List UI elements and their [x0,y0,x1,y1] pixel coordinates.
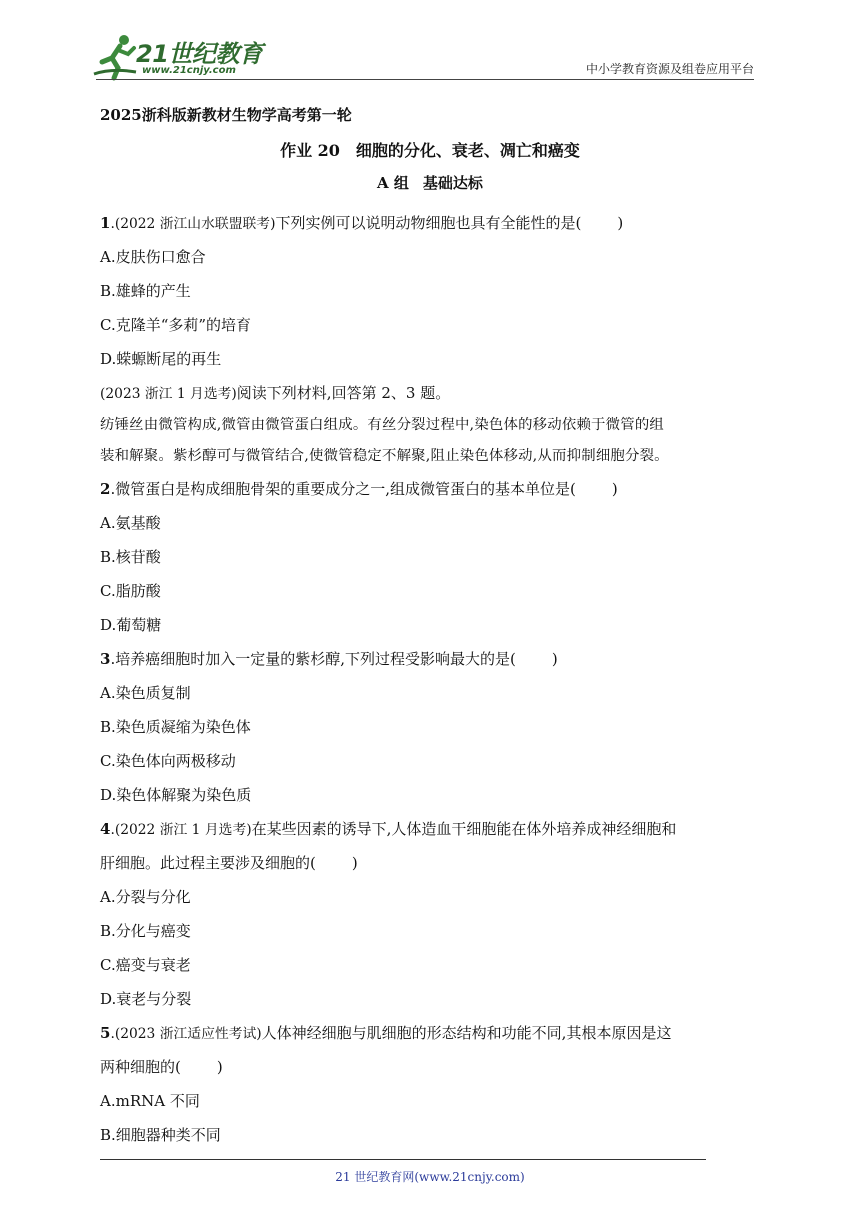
option-b: B.雄蜂的产生 [100,282,191,300]
question-source: .(2023 浙江适应性考试) [110,1026,262,1042]
question-source: .(2022 浙江山水联盟联考) [110,216,276,232]
question-1-stem: 1.(2022 浙江山水联盟联考)下列实例可以说明动物细胞也具有全能性的是( ) [100,214,624,232]
option-c: C.癌变与衰老 [100,956,191,974]
question-5-stem-cont: 两种细胞的( ) [100,1058,223,1076]
group-label: A 组 [377,174,409,192]
option-d: D.蝾螈断尾的再生 [100,350,222,368]
question-5-stem [100,1016,764,1050]
question-3-stem: 3.培养癌细胞时加入一定量的紫杉醇,下列过程受影响最大的是( ) [100,650,558,668]
platform-name: 中小学教育资源及组卷应用平台 [585,62,754,76]
logo-text: 21世纪教育 [136,40,263,68]
question-number: 4 [100,820,111,838]
homework-topic: 细胞的分化、衰老、凋亡和癌变 [355,141,580,160]
option-c: C.克隆羊“多莉”的培育 [100,316,252,334]
footer-divider [100,1159,706,1160]
group-heading [0,172,860,193]
series-title: 2025浙科版新教材生物学高考第一轮 [100,106,352,124]
header-divider [96,79,754,80]
homework-number: 作业 20 [280,141,340,160]
question-number: 3 [100,650,111,668]
question-number: 5 [100,1024,111,1042]
option-b: B.染色质凝缩为染色体 [100,718,251,736]
option-a: A.染色质复制 [100,684,191,702]
question-number: 2 [100,480,111,498]
question-text: 两种细胞的( [100,1058,181,1076]
option-c: C.脂肪酸 [100,582,161,600]
question-number: 1 [100,214,111,232]
option-b: B.核苷酸 [100,548,161,566]
option-d: D.衰老与分裂 [100,990,192,1008]
question-source: .(2022 浙江 1 月选考) [110,822,252,838]
logo-url: www.21cnjy.com [142,65,236,76]
footer-link[interactable]: 21 世纪教育网(www.21cnjy.com) [335,1170,525,1184]
page-header [0,0,860,90]
option-d: D.葡萄糖 [100,616,162,634]
question-text: 肝细胞。此过程主要涉及细胞的( [100,854,316,872]
question-list [100,206,764,1152]
homework-title [0,138,860,161]
question-4-stem-cont: 肝细胞。此过程主要涉及细胞的( ) [100,854,358,872]
option-b: B.分化与癌变 [100,922,191,940]
question-text: 人体神经细胞与肌细胞的形态结构和功能不同,其根本原因是这 [261,1024,672,1042]
option-b: B.细胞器种类不同 [100,1126,221,1144]
option-a: A.分裂与分化 [100,888,191,906]
question-2-stem: 2.微管蛋白是构成细胞骨架的重要成分之一,组成微管蛋白的基本单位是( ) [100,480,618,498]
option-a: A.皮肤伤口愈合 [100,248,206,266]
option-a: A.氨基酸 [100,514,161,532]
runner-logo-icon [92,32,142,82]
passage-line: 装和解聚。紫杉醇可与微管结合,使微管稳定不解聚,阻止染色体移动,从而抑制细胞分裂。 [100,448,669,464]
question-4-stem [100,812,764,846]
question-text: .培养癌细胞时加入一定量的紫杉醇,下列过程受影响最大的是( [110,650,516,668]
question-text: 在某些因素的诱导下,人体造血干细胞能在体外培养成神经细胞和 [251,820,677,838]
passage-line: 纺锤丝由微管构成,微管由微管蛋白组成。有丝分裂过程中,染色体的移动依赖于微管的组 [100,417,664,433]
option-a: A.mRNA 不同 [100,1092,200,1110]
site-logo[interactable] [92,32,272,82]
question-text: 下列实例可以说明动物细胞也具有全能性的是( [275,214,582,232]
option-d: D.染色体解聚为染色质 [100,786,252,804]
passage-instruction: 阅读下列材料,回答第 2、3 题。 [236,384,451,402]
option-c: C.染色体向两极移动 [100,752,236,770]
question-text: .微管蛋白是构成细胞骨架的重要成分之一,组成微管蛋白的基本单位是( [110,480,576,498]
passage-source: (2023 浙江 1 月选考) [100,386,237,402]
group-name: 基础达标 [422,174,483,192]
passage-intro [100,376,764,410]
